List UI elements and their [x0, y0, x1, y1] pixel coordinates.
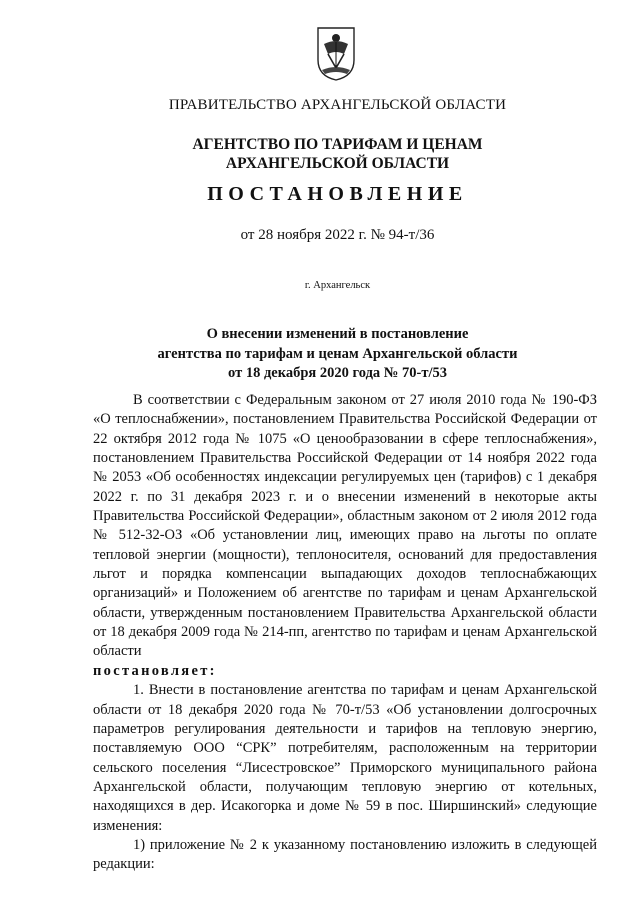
- item-1-paragraph: 1. Внести в постановление агентства по тарифам и ценам Архангельской области от 18 декабря 2020 года № 70-т/53 «Об установлении долгосрочных параметров регулирования деятельности и тарифов на тепловую энергию, поставляемую ООО “СРК” потребителям, расположенным на территории сельского поселения “Лисестровское” Приморского муниципального района Архангельской области, получающим тепловую энергию от котельных, находящихся в дер. Исакогорка и доме № 59 в пос. Ширшинский» следующие изменения:: [93, 682, 597, 834]
- document-type: ПОСТАНОВЛЕНИЕ: [207, 183, 468, 205]
- government-name: ПРАВИТЕЛЬСТВО АРХАНГЕЛЬСКОЙ ОБЛАСТИ: [168, 97, 507, 113]
- subject-line2: агентства по тарифам и ценам Архангельской области: [157, 345, 518, 362]
- subject-line1: О внесении изменений в постановление: [206, 326, 469, 342]
- document-subject: [60, 325, 615, 384]
- subject-line3: от 18 декабря 2020 года № 70-т/53: [228, 365, 447, 381]
- agency-name-line1: АГЕНТСТВО ПО ТАРИФАМ И ЦЕНАМ: [192, 136, 483, 153]
- document-city: г. Архангельск: [304, 280, 371, 291]
- document-date-number: от 28 ноября 2022 г. № 94-т/36: [240, 227, 435, 243]
- agency-name: [60, 135, 615, 173]
- agency-name-line2: АРХАНГЕЛЬСКОЙ ОБЛАСТИ: [225, 155, 450, 172]
- item-1-1-paragraph: 1) приложение № 2 к указанному постановлению изложить в следующей редакции:: [93, 836, 597, 873]
- resolves-line: [93, 662, 597, 681]
- document-body: [93, 391, 597, 875]
- resolves-keyword: постановляет:: [93, 662, 217, 679]
- coat-of-arms-icon: [314, 24, 358, 82]
- preamble-paragraph: В соответствии с Федеральным законом от 27 июля 2010 года № 190-ФЗ «О теплоснабжении», постановлением Правительства Российской Федерации от 22 октября 2012 года № 1075 «О ценообразовании в сфере теплоснабжения», постановлением Правительства Российской Федерации от 14 ноября 2022 года № 2053 «Об особенностях индексации регулируемых цен (тарифов) с 1 декабря 2022 г. по 31 декабря 2023 г. и о внесении изменений в некоторые акты Правительства Российской Федерации», областным законом от 2 июля 2012 года № 512-32-ОЗ «Об установлении лиц, имеющих право на льготы по оплате тепловой энергии (мощности), теплоносителя, оснований для предоставления льгот и порядка компенсации выпадающих доходов теплоснабжающих организаций» и Положением об агентстве по тарифам и ценам Архангельской области, утвержденным постановлением Правительства Архангельской области от 18 декабря 2009 года № 214-пп, агентство по тарифам и ценам Архангельской области: [93, 392, 597, 660]
